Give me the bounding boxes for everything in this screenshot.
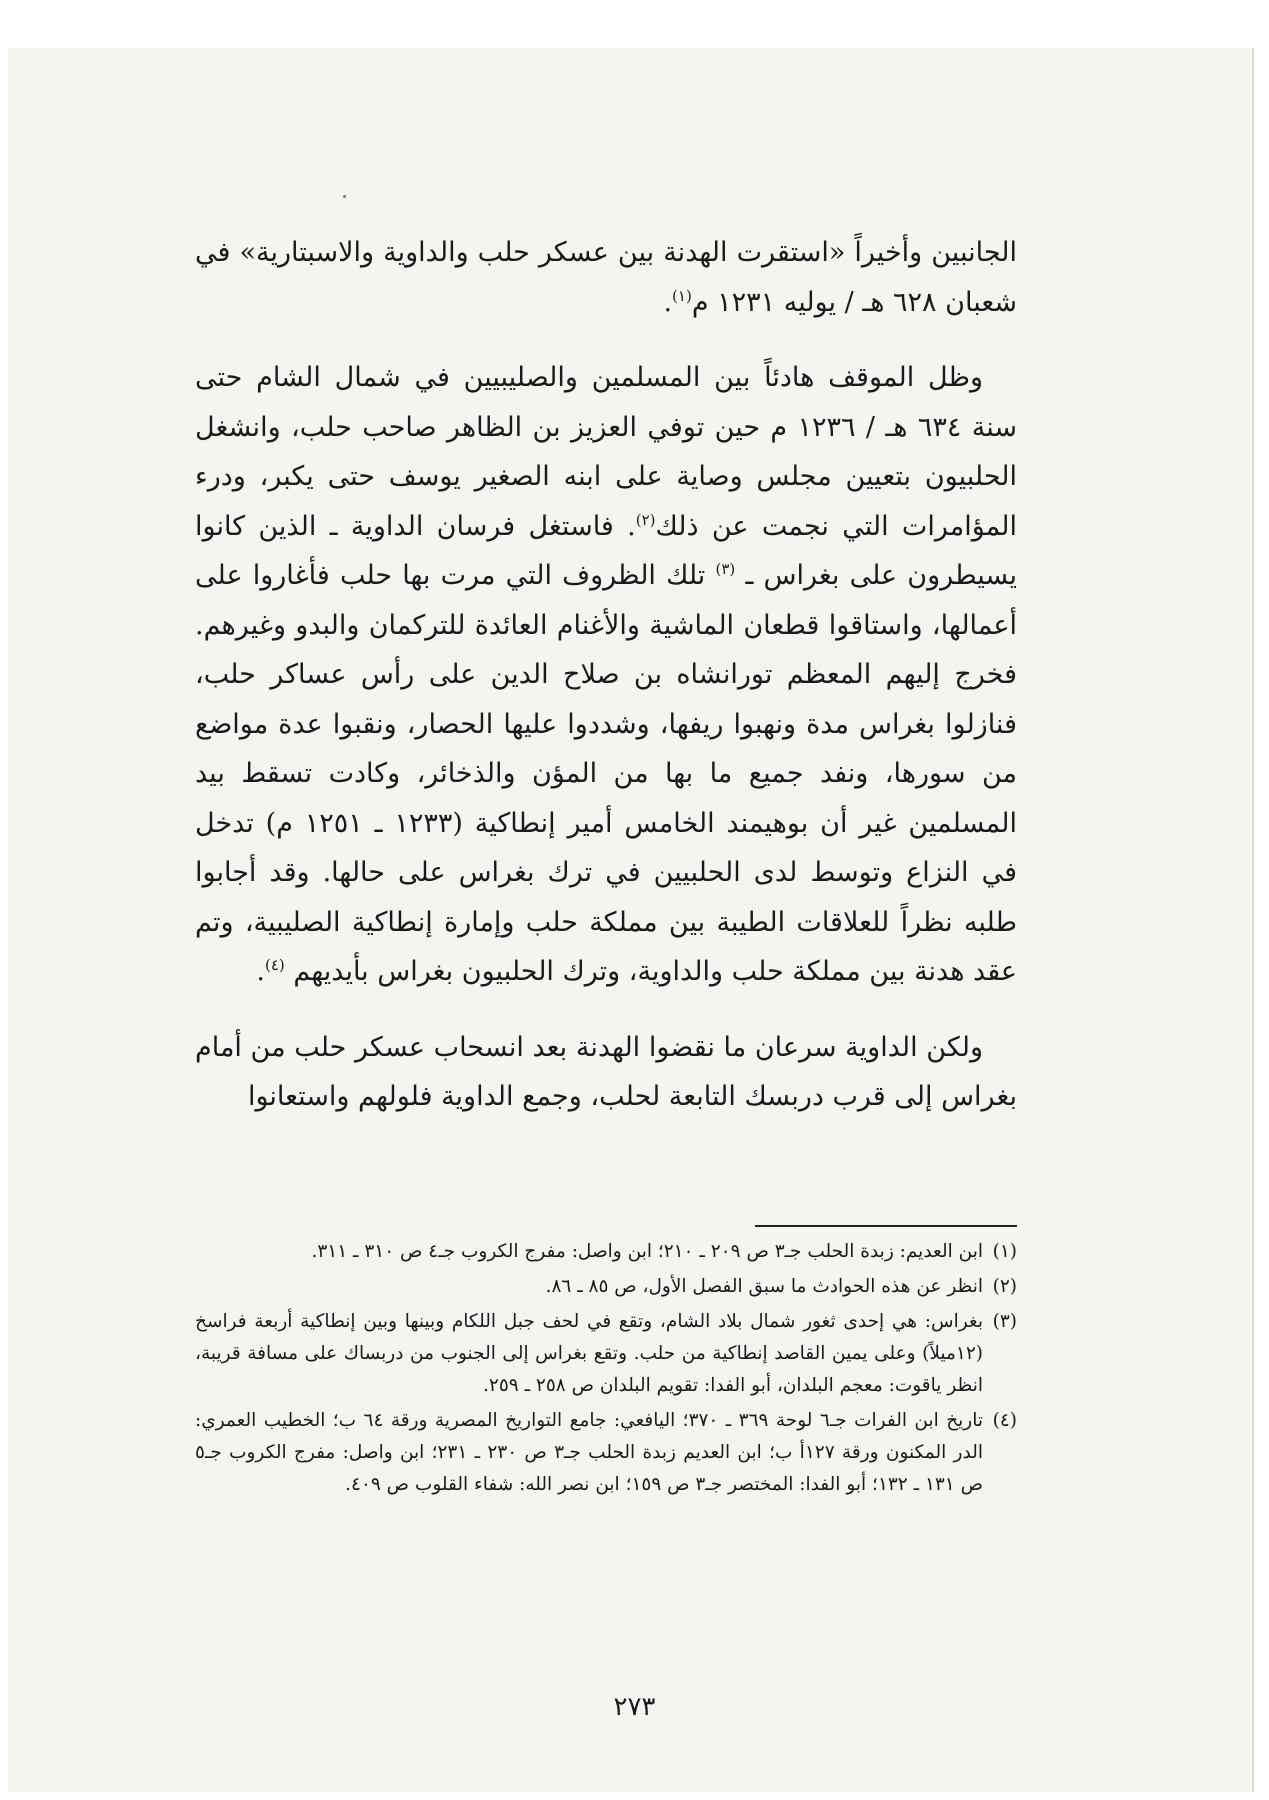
page-number: ٢٧٣ — [613, 1692, 656, 1722]
footnote-divider — [755, 1225, 1017, 1227]
footnote-number: (٢) — [992, 1276, 1017, 1297]
paragraph-2-tail: . فاستغل فرسان الداوية ـ الذين كانوا يسيطرون على بغراس ـ — [195, 510, 1017, 591]
footnote-number: (٤) — [992, 1410, 1017, 1431]
footnote-number: (١) — [992, 1241, 1017, 1262]
paragraph-1-tail: . — [663, 286, 673, 318]
paragraph-2-tail3: . — [256, 956, 265, 987]
paragraph-2 — [195, 353, 1017, 997]
footnote-4 — [195, 1405, 1017, 1501]
paragraph-3-text: ولكن الداوية سرعان ما نقضوا الهدنة بعد انسحاب عسكر حلب من أمام بغراس إلى قرب دربسك التابعة لحلب، وجمع الداوية فلولهم واستعانوا — [195, 1031, 1017, 1112]
footnote-number: (٣) — [992, 1311, 1017, 1332]
footnote-3 — [195, 1306, 1017, 1402]
footnote-1 — [195, 1236, 1017, 1268]
paragraph-3 — [195, 1023, 1017, 1122]
body-text — [195, 228, 1017, 1148]
footnotes — [195, 1236, 1017, 1504]
paragraph-2-tail2: تلك الظروف التي مرت بها حلب فأغاروا على أعمالها، واستاقوا قطعان الماشية والأغنام العائدة للتركمان والبدو وغيرهم. فخرج إليهم المعظم تورانشاه بن صلاح الدين على رأس عساكر حلب، فنازلوا بغراس مدة ونهبوا ريفها، وشددوا عليها الحصار، ونقبوا عدة مواضع من سورها، ونفد جميع ما بها من المؤن والذخائر، وكادت تسقط بيد المسلمين غير أن بوهيمند الخامس أمير إنطاكية (١٢٣٣ ـ ١٢٥١ م) تدخل في النزاع وتوسط لدى الحلبيين في ترك بغراس على حالها. وقد أجابوا طلبه نظراً للعلاقات الطيبة بين مملكة حلب وإمارة إنطاكية الصليبية، وتم عقد هدنة بين مملكة حلب والداوية، وترك الحلبيون بغراس بأيديهم — [195, 560, 1017, 987]
paragraph-1-text: الجانبين وأخيراً «استقرت الهدنة بين عسكر حلب والداوية والاسبتارية» في شعبان ٦٢٨ هـ / يوليه ١٢٣١ م — [195, 237, 1017, 318]
footnote-2 — [195, 1271, 1017, 1303]
footnote-ref-1[interactable]: (١) — [672, 286, 692, 305]
paragraph-1 — [195, 228, 1017, 327]
scan-speck — [343, 195, 346, 198]
footnote-text: بغراس: هي إحدى ثغور شمال بلاد الشام، وتقع في لحف جبل اللكام وبينها وبين إنطاكية أربعة فراسخ (١٢ميلاً) وعلى يمين القاصد إنطاكية من حلب. وتقع بغراس إلى الجنوب من دربساك على مسافة قريبة، انظر ياقوت: معجم البلدان، أبو الفدا: تقويم البلدان ص ٢٥٨ ـ ٢٥٩. — [195, 1311, 983, 1396]
footnote-text: ابن العديم: زبدة الحلب جـ٣ ص ٢٠٩ ـ ٢١٠؛ ابن واصل: مفرج الكروب جـ٤ ص ٣١٠ ـ ٣١١. — [311, 1241, 983, 1262]
footnote-ref-2[interactable]: (٢) — [635, 510, 656, 529]
footnote-ref-4[interactable]: (٤) — [264, 956, 285, 974]
footnote-text: تاريخ ابن الفرات جـ٦ لوحة ٣٦٩ ـ ٣٧٠؛ اليافعي: جامع التواريخ المصرية ورقة ٦٤ ب؛ الخطيب العمري: الدر المكنون ورقة ١٢٧أ ب؛ ابن العديم زبدة الحلب جـ٣ ص ٢٣٠ ـ ٢٣١؛ ابن واصل: مفرج الكروب جـ٥ ص ١٣١ ـ ١٣٢؛ أبو الفدا: المختصر جـ٣ ص ١٥٩؛ ابن نصر الله: شفاء القلوب ص ٤٠٩. — [195, 1410, 983, 1495]
paragraph-2-text: وظل الموقف هادئاً بين المسلمين والصليبيين في شمال الشام حتى سنة ٦٣٤ هـ / ١٢٣٦ م حين توفي العزيز بن الظاهر صاحب حلب، وانشغل الحلبيون بتعيين مجلس وصاية على ابنه الصغير يوسف حتى يكبر، ودرء المؤامرات التي نجمت عن ذلك — [195, 362, 1017, 542]
footnote-ref-3[interactable]: (٣) — [715, 560, 736, 578]
footnote-text: انظر عن هذه الحوادث ما سبق الفصل الأول، ص ٨٥ ـ ٨٦. — [545, 1276, 983, 1297]
